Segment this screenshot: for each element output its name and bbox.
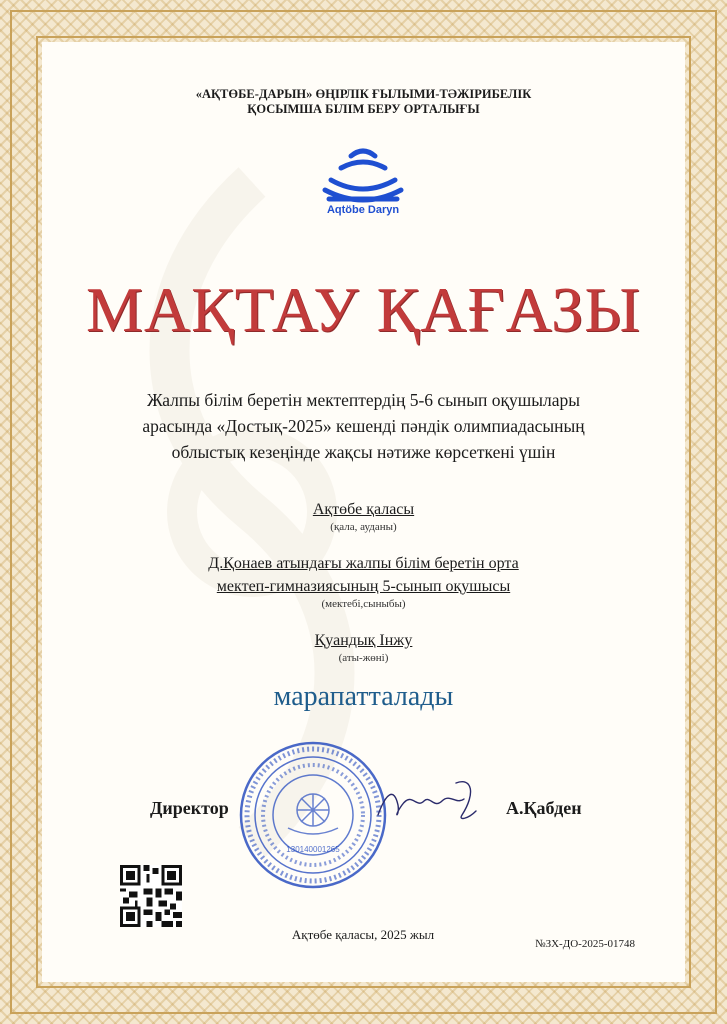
- organization-line-2: ҚОСЫМША БІЛІМ БЕРУ ОРТАЛЫҒЫ: [247, 102, 480, 116]
- school-line-1: Д.Қонаев атындағы жалпы білім беретін орта: [208, 555, 519, 572]
- qr-code: [120, 865, 182, 927]
- award-description: [42, 387, 685, 465]
- student-name-field: [42, 630, 685, 665]
- organization-name: [42, 87, 685, 117]
- student-name: Қуандық Інжу: [314, 632, 413, 649]
- school-field: [42, 551, 685, 611]
- student-name-caption: (аты-жөні): [338, 652, 389, 664]
- document-number: №ЗХ-ДО-2025-01748: [535, 938, 635, 950]
- description-line-3: облыстық кезеңінде жақсы нәтиже көрсеткені үшін: [171, 442, 556, 462]
- footer-city-year: Ақтөбе қаласы, 2025 жыл: [291, 927, 435, 942]
- director-signature: [372, 775, 482, 835]
- seal-number: 130140001265: [286, 845, 340, 854]
- director-name: А.Қабден: [506, 798, 582, 818]
- school-caption: (мектебі,сыныбы): [321, 598, 406, 610]
- city-value: Ақтөбе қаласы: [312, 501, 415, 518]
- school-line-2: мектеп-гимназиясының 5-сынып оқушысы: [216, 578, 511, 595]
- city-caption: (қала, ауданы): [330, 521, 397, 533]
- city-field: [42, 499, 685, 534]
- organization-line-1: «АҚТӨБЕ-ДАРЫН» ӨҢІРЛІК ҒЫЛЫМИ-ТӘЖІРИБЕЛІК: [195, 87, 532, 101]
- description-line-2: арасында «Достық-2025» кешенді пәндік олимпиадасының: [142, 416, 585, 436]
- official-seal: [238, 740, 388, 890]
- awarded-text: марапатталады: [273, 681, 454, 712]
- director-label: Директор: [150, 798, 229, 818]
- logo-text: Aqtöbe Daryn: [326, 204, 400, 216]
- description-line-1: Жалпы білім беретін мектептердің 5-6 сынып оқушылары: [146, 390, 581, 410]
- certificate-title: МАҚТАУ ҚАҒАЗЫ: [85, 274, 642, 345]
